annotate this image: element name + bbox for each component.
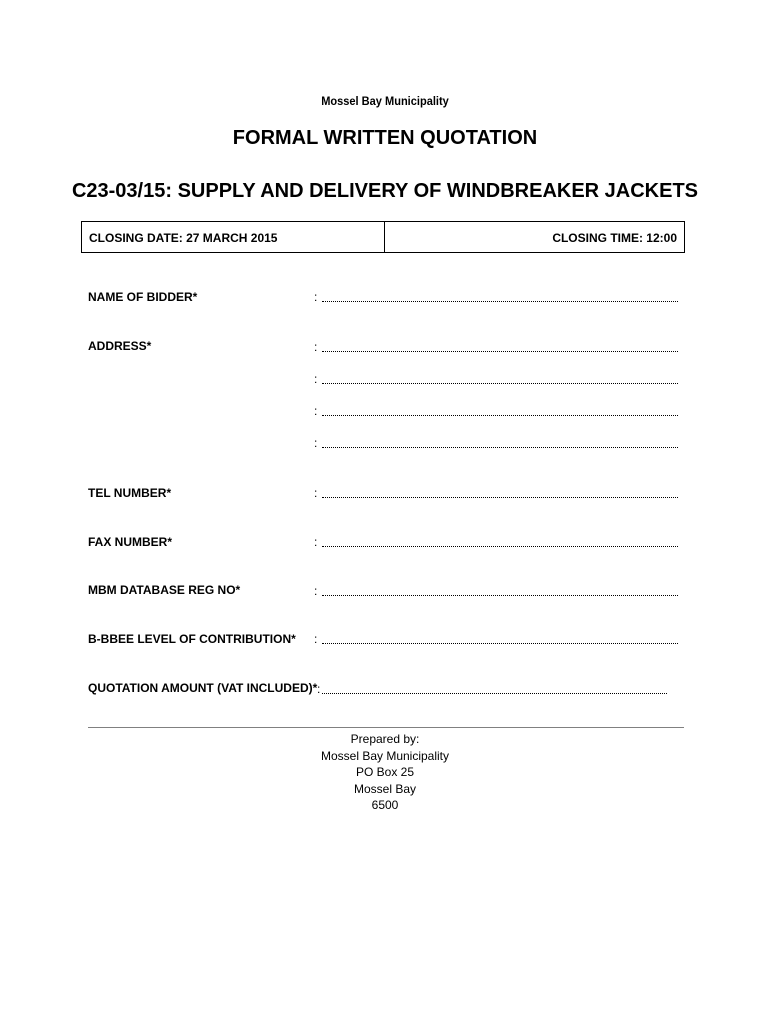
closing-time: CLOSING TIME: 12:00 — [552, 231, 677, 245]
mbm-database-reg-no-label: MBM DATABASE REG NO* — [88, 583, 241, 597]
name-of-bidder-label: NAME OF BIDDER* — [88, 290, 198, 304]
field-separator: : — [317, 682, 321, 696]
tel-number-label: TEL NUMBER* — [88, 486, 172, 500]
fax-number-field[interactable] — [314, 535, 678, 549]
field-separator: : — [314, 632, 318, 646]
prepared-by-organization: Mossel Bay Municipality — [320, 748, 450, 763]
bbbee-level-field[interactable] — [314, 632, 678, 646]
prepared-by-town: Mossel Bay — [353, 781, 417, 796]
field-separator: : — [314, 584, 318, 598]
address-field-line-3[interactable] — [314, 404, 678, 418]
quotation-amount-label: QUOTATION AMOUNT (VAT INCLUDED)* — [88, 681, 318, 695]
bbbee-level-label: B-BBEE LEVEL OF CONTRIBUTION* — [88, 632, 296, 646]
mbm-database-reg-no-field[interactable] — [314, 584, 678, 598]
prepared-by-heading: Prepared by: — [350, 732, 420, 746]
organization-name: Mossel Bay Municipality — [321, 94, 449, 108]
address-field-line-1[interactable] — [314, 340, 678, 354]
tel-number-field[interactable] — [314, 486, 678, 500]
name-of-bidder-field[interactable] — [314, 290, 678, 304]
document-subtitle: C23-03/15: SUPPLY AND DELIVERY OF WINDBREAKER JACKETS — [71, 180, 699, 202]
field-separator: : — [314, 486, 318, 500]
fax-number-label: FAX NUMBER* — [88, 535, 173, 549]
field-separator: : — [314, 404, 318, 418]
footer-divider — [88, 727, 684, 728]
prepared-by-block — [0, 731, 770, 814]
address-field-line-4[interactable] — [314, 436, 678, 450]
address-field-line-2[interactable] — [314, 372, 678, 386]
field-separator: : — [314, 436, 318, 450]
field-separator: : — [314, 290, 318, 304]
quotation-amount-field[interactable] — [317, 682, 667, 696]
document-title: FORMAL WRITTEN QUOTATION — [232, 127, 538, 149]
field-separator: : — [314, 535, 318, 549]
field-separator: : — [314, 340, 318, 354]
closing-date: CLOSING DATE: 27 MARCH 2015 — [89, 231, 278, 245]
closing-info-box — [81, 221, 685, 253]
address-label: ADDRESS* — [88, 339, 152, 353]
prepared-by-postal-code: 6500 — [371, 798, 399, 812]
field-separator: : — [314, 372, 318, 386]
prepared-by-po-box: PO Box 25 — [355, 765, 415, 779]
closing-divider — [384, 222, 385, 252]
